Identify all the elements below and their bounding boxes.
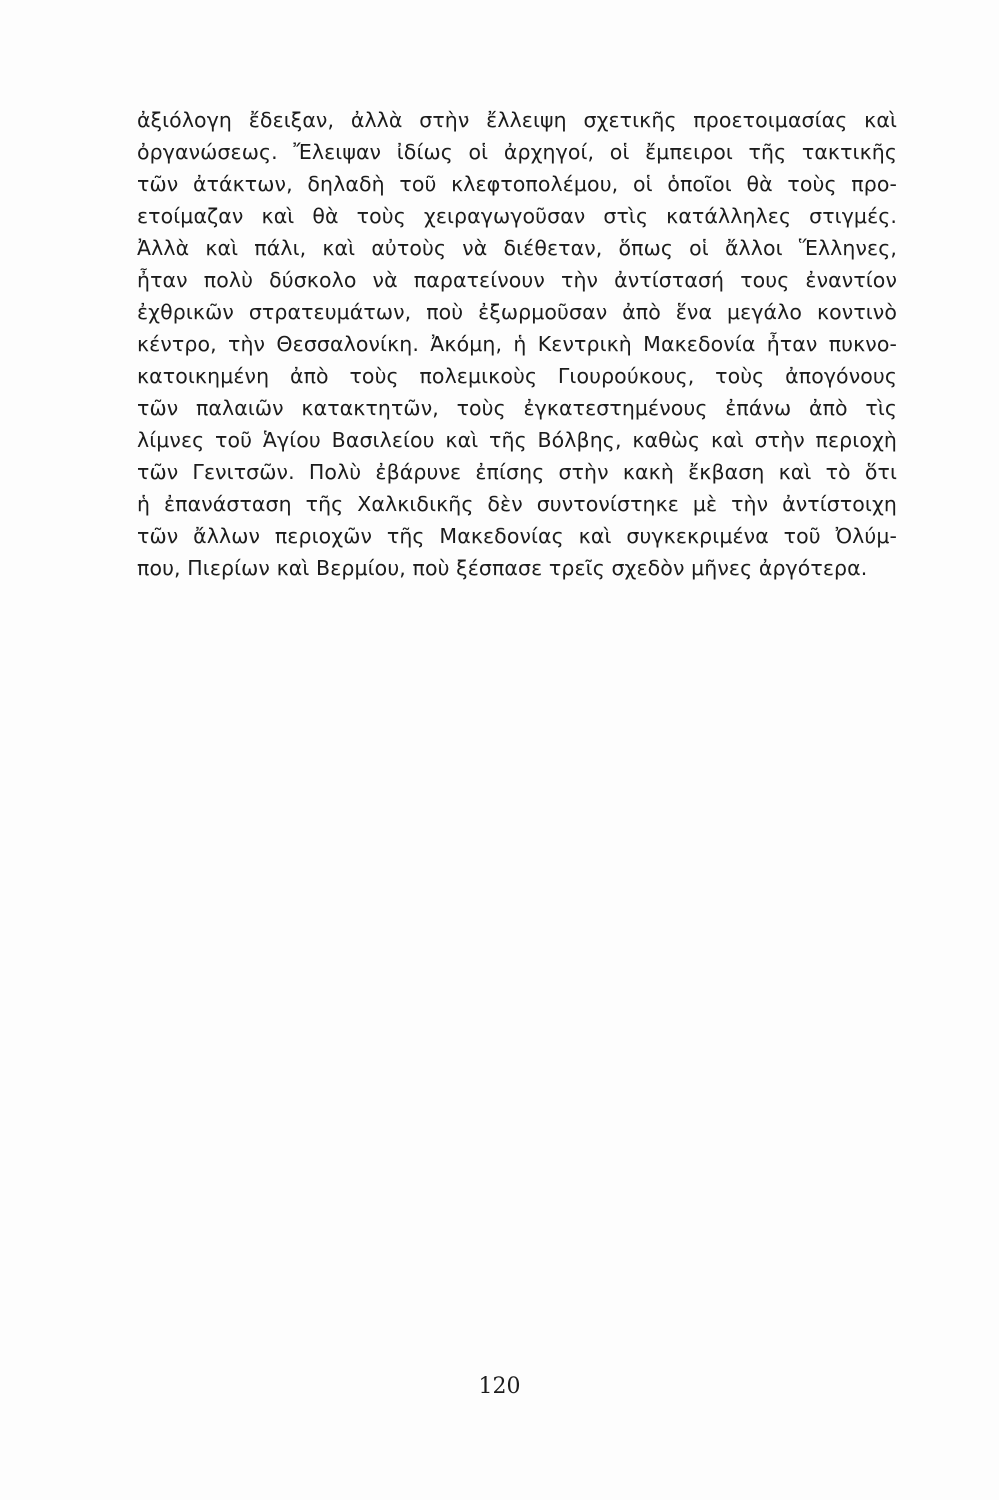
text-line: ὀργανώσεως. Ἔλειψαν ἰδίως οἱ ἀρχηγοί, οἱ ἔμπειροι τῆς τακτικῆς: [137, 140, 897, 164]
text-line: λίμνες τοῦ Ἁγίου Βασιλείου καὶ τῆς Βόλβης, καθὼς καὶ στὴν περιοχὴ: [137, 428, 897, 452]
text-line: τῶν παλαιῶν κατακτητῶν, τοὺς ἐγκατεστημένους ἐπάνω ἀπὸ τὶς: [137, 396, 897, 420]
text-line: ἐχθρικῶν στρατευμάτων, ποὺ ἐξωρμοῦσαν ἀπὸ ἕνα μεγάλο κοντινὸ: [137, 300, 897, 324]
text-line: ἡ ἐπανάσταση τῆς Χαλκιδικῆς δὲν συντονίστηκε μὲ τὴν ἀντίστοιχη: [137, 492, 897, 516]
text-line: τῶν ἀτάκτων, δηλαδὴ τοῦ κλεφτοπολέμου, οἱ ὁποῖοι θὰ τοὺς προ-: [137, 172, 897, 196]
text-line: Ἀλλὰ καὶ πάλι, καὶ αὐτοὺς νὰ διέθεταν, ὅπως οἱ ἄλλοι Ἕλληνες,: [137, 236, 897, 260]
text-line: τῶν ἄλλων περιοχῶν τῆς Μακεδονίας καὶ συγκεκριμένα τοῦ Ὀλύμ-: [137, 524, 897, 548]
page-number: 120: [478, 1374, 521, 1399]
text-line: ετοίμαζαν καὶ θὰ τοὺς χειραγωγοῦσαν στὶς κατάλληλες στιγμές.: [137, 204, 897, 228]
text-line: τῶν Γενιτσῶν. Πολὺ ἐβάρυνε ἐπίσης στὴν κακὴ ἔκβαση καὶ τὸ ὅτι: [137, 460, 897, 484]
body-paragraph: [137, 104, 897, 584]
text-line: κατοικημένη ἀπὸ τοὺς πολεμικοὺς Γιουρούκους, τοὺς ἀπογόνους: [137, 364, 897, 388]
text-line: κέντρο, τὴν Θεσσαλονίκη. Ἀκόμη, ἡ Κεντρικὴ Μακεδονία ἦταν πυκνο-: [137, 332, 897, 356]
text-line: ἦταν πολὺ δύσκολο νὰ παρατείνουν τὴν ἀντίστασή τους ἐναντίον: [137, 268, 897, 292]
text-line: ἀξιόλογη ἔδειξαν, ἀλλὰ στὴν ἔλλειψη σχετικῆς προετοιμασίας καὶ: [137, 108, 897, 132]
text-line: που, Πιερίων καὶ Βερμίου, ποὺ ξέσπασε τρεῖς σχεδὸν μῆνες ἀργότερα.: [137, 556, 868, 580]
